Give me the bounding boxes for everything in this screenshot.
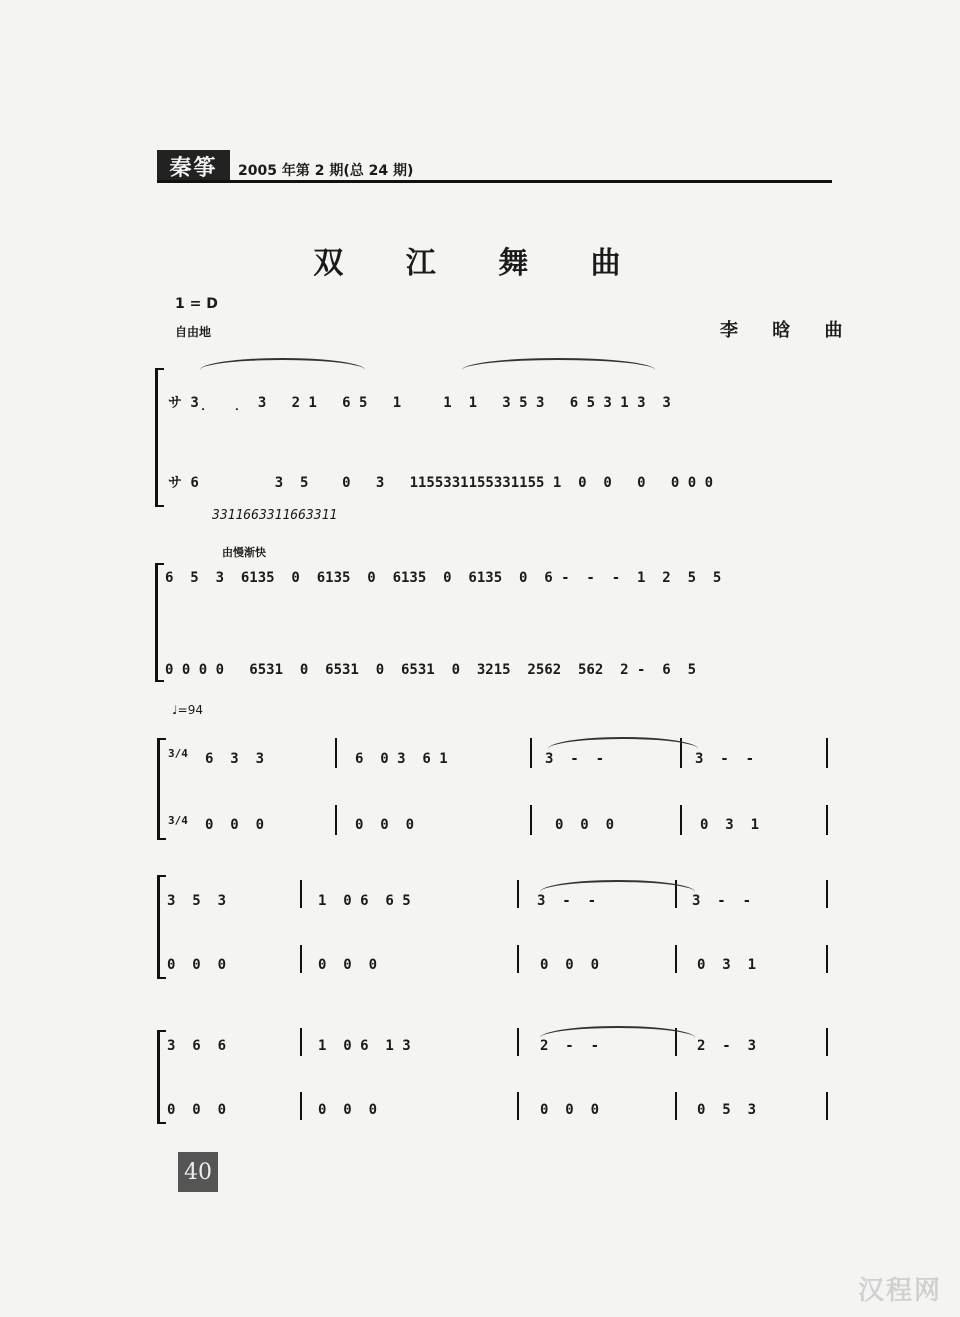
measure-4-lower: 0 3 1 <box>697 957 757 973</box>
measure-1-lower: 0 0 0 <box>167 1102 227 1118</box>
barline <box>300 880 302 908</box>
measure-3-lower: 0 0 0 <box>555 817 615 833</box>
barline <box>517 1028 519 1056</box>
measure-3-upper: 3 - - <box>537 893 597 909</box>
measure-2-upper: 1 0 6 6 5 <box>318 893 411 909</box>
measure-4-lower: 0 5 3 <box>697 1102 757 1118</box>
barline <box>826 738 828 768</box>
barline <box>530 738 532 768</box>
barline <box>530 805 532 835</box>
system-bracket <box>157 875 166 979</box>
system-1-upper: サ 3̣ ̣ 3 2 1 6 5 1 1 1 3 5 3 6 5 3 1 3 3 <box>168 395 671 411</box>
tie <box>548 737 698 749</box>
measure-4-upper: 2 - 3 <box>697 1038 757 1054</box>
barline <box>826 945 828 973</box>
tie <box>540 1026 695 1038</box>
measure-3-upper: 2 - - <box>540 1038 600 1054</box>
barline <box>826 880 828 908</box>
barline <box>826 805 828 835</box>
system-bracket <box>157 738 166 840</box>
handwritten-annotation: 3311663311663311 <box>212 508 338 523</box>
barline <box>826 1028 828 1056</box>
slur <box>200 358 365 370</box>
measure-3-lower: 0 0 0 <box>540 1102 600 1118</box>
barline <box>300 1028 302 1056</box>
page-number: 40 <box>178 1152 218 1192</box>
system-bracket <box>155 368 164 507</box>
composer: 李 晗 曲 <box>720 320 857 341</box>
measure-1-lower: 0 0 0 <box>205 817 265 833</box>
measure-2-upper: 1 0 6 1 3 <box>318 1038 411 1054</box>
time-signature-upper: 3/4 <box>168 747 188 760</box>
measure-4-upper: 3 - - <box>695 751 755 767</box>
tempo-marking: 自由地 <box>175 325 212 339</box>
measure-1-upper: 3 5 3 <box>167 893 227 909</box>
barline <box>826 1092 828 1120</box>
key-signature: 1 = D <box>175 296 218 312</box>
measure-3-upper: 3 - - <box>545 751 605 767</box>
tie <box>540 880 695 892</box>
barline <box>675 1092 677 1120</box>
issue-label: 2005 年第 2 期(总 24 期) <box>238 163 414 179</box>
barline <box>517 945 519 973</box>
measure-4-upper: 3 - - <box>692 893 752 909</box>
measure-3-lower: 0 0 0 <box>540 957 600 973</box>
accelerando-marking: 由慢渐快 <box>222 546 266 559</box>
measure-2-upper: 6 0 3 6 1 <box>355 751 448 767</box>
system-1-lower: サ 6 3 5 0 3 1155331155331155 1 0 0 0 0 0 0 <box>168 475 714 491</box>
barline <box>517 1092 519 1120</box>
barline <box>335 805 337 835</box>
system-2-lower: 0 0 0 0 6531 0 6531 0 6531 0 3215 2562 562 2 - 6 5 <box>165 662 697 678</box>
system-bracket <box>157 1030 166 1124</box>
barline <box>675 945 677 973</box>
metronome-marking: ♩=94 <box>172 703 203 717</box>
slur <box>462 358 655 370</box>
system-2-upper: 6 5 3 6135 0 6135 0 6135 0 6135 0 6 - - - 1 2 5 5 <box>165 570 722 586</box>
barline <box>517 880 519 908</box>
piece-title: 双 江 舞 曲 <box>313 246 647 281</box>
barline <box>680 805 682 835</box>
measure-2-lower: 0 0 0 <box>318 957 378 973</box>
barline <box>335 738 337 768</box>
time-signature-lower: 3/4 <box>168 814 188 827</box>
measure-4-lower: 0 3 1 <box>700 817 760 833</box>
measure-1-upper: 3 6 6 <box>167 1038 227 1054</box>
measure-1-lower: 0 0 0 <box>167 957 227 973</box>
header-rule <box>157 180 832 183</box>
magazine-badge: 秦筝 <box>157 150 230 182</box>
system-bracket <box>155 563 164 682</box>
measure-2-lower: 0 0 0 <box>355 817 415 833</box>
measure-1-upper: 6 3 3 <box>205 751 265 767</box>
watermark-logo: 汉程网 <box>857 1276 942 1306</box>
barline <box>300 1092 302 1120</box>
measure-2-lower: 0 0 0 <box>318 1102 378 1118</box>
barline <box>300 945 302 973</box>
